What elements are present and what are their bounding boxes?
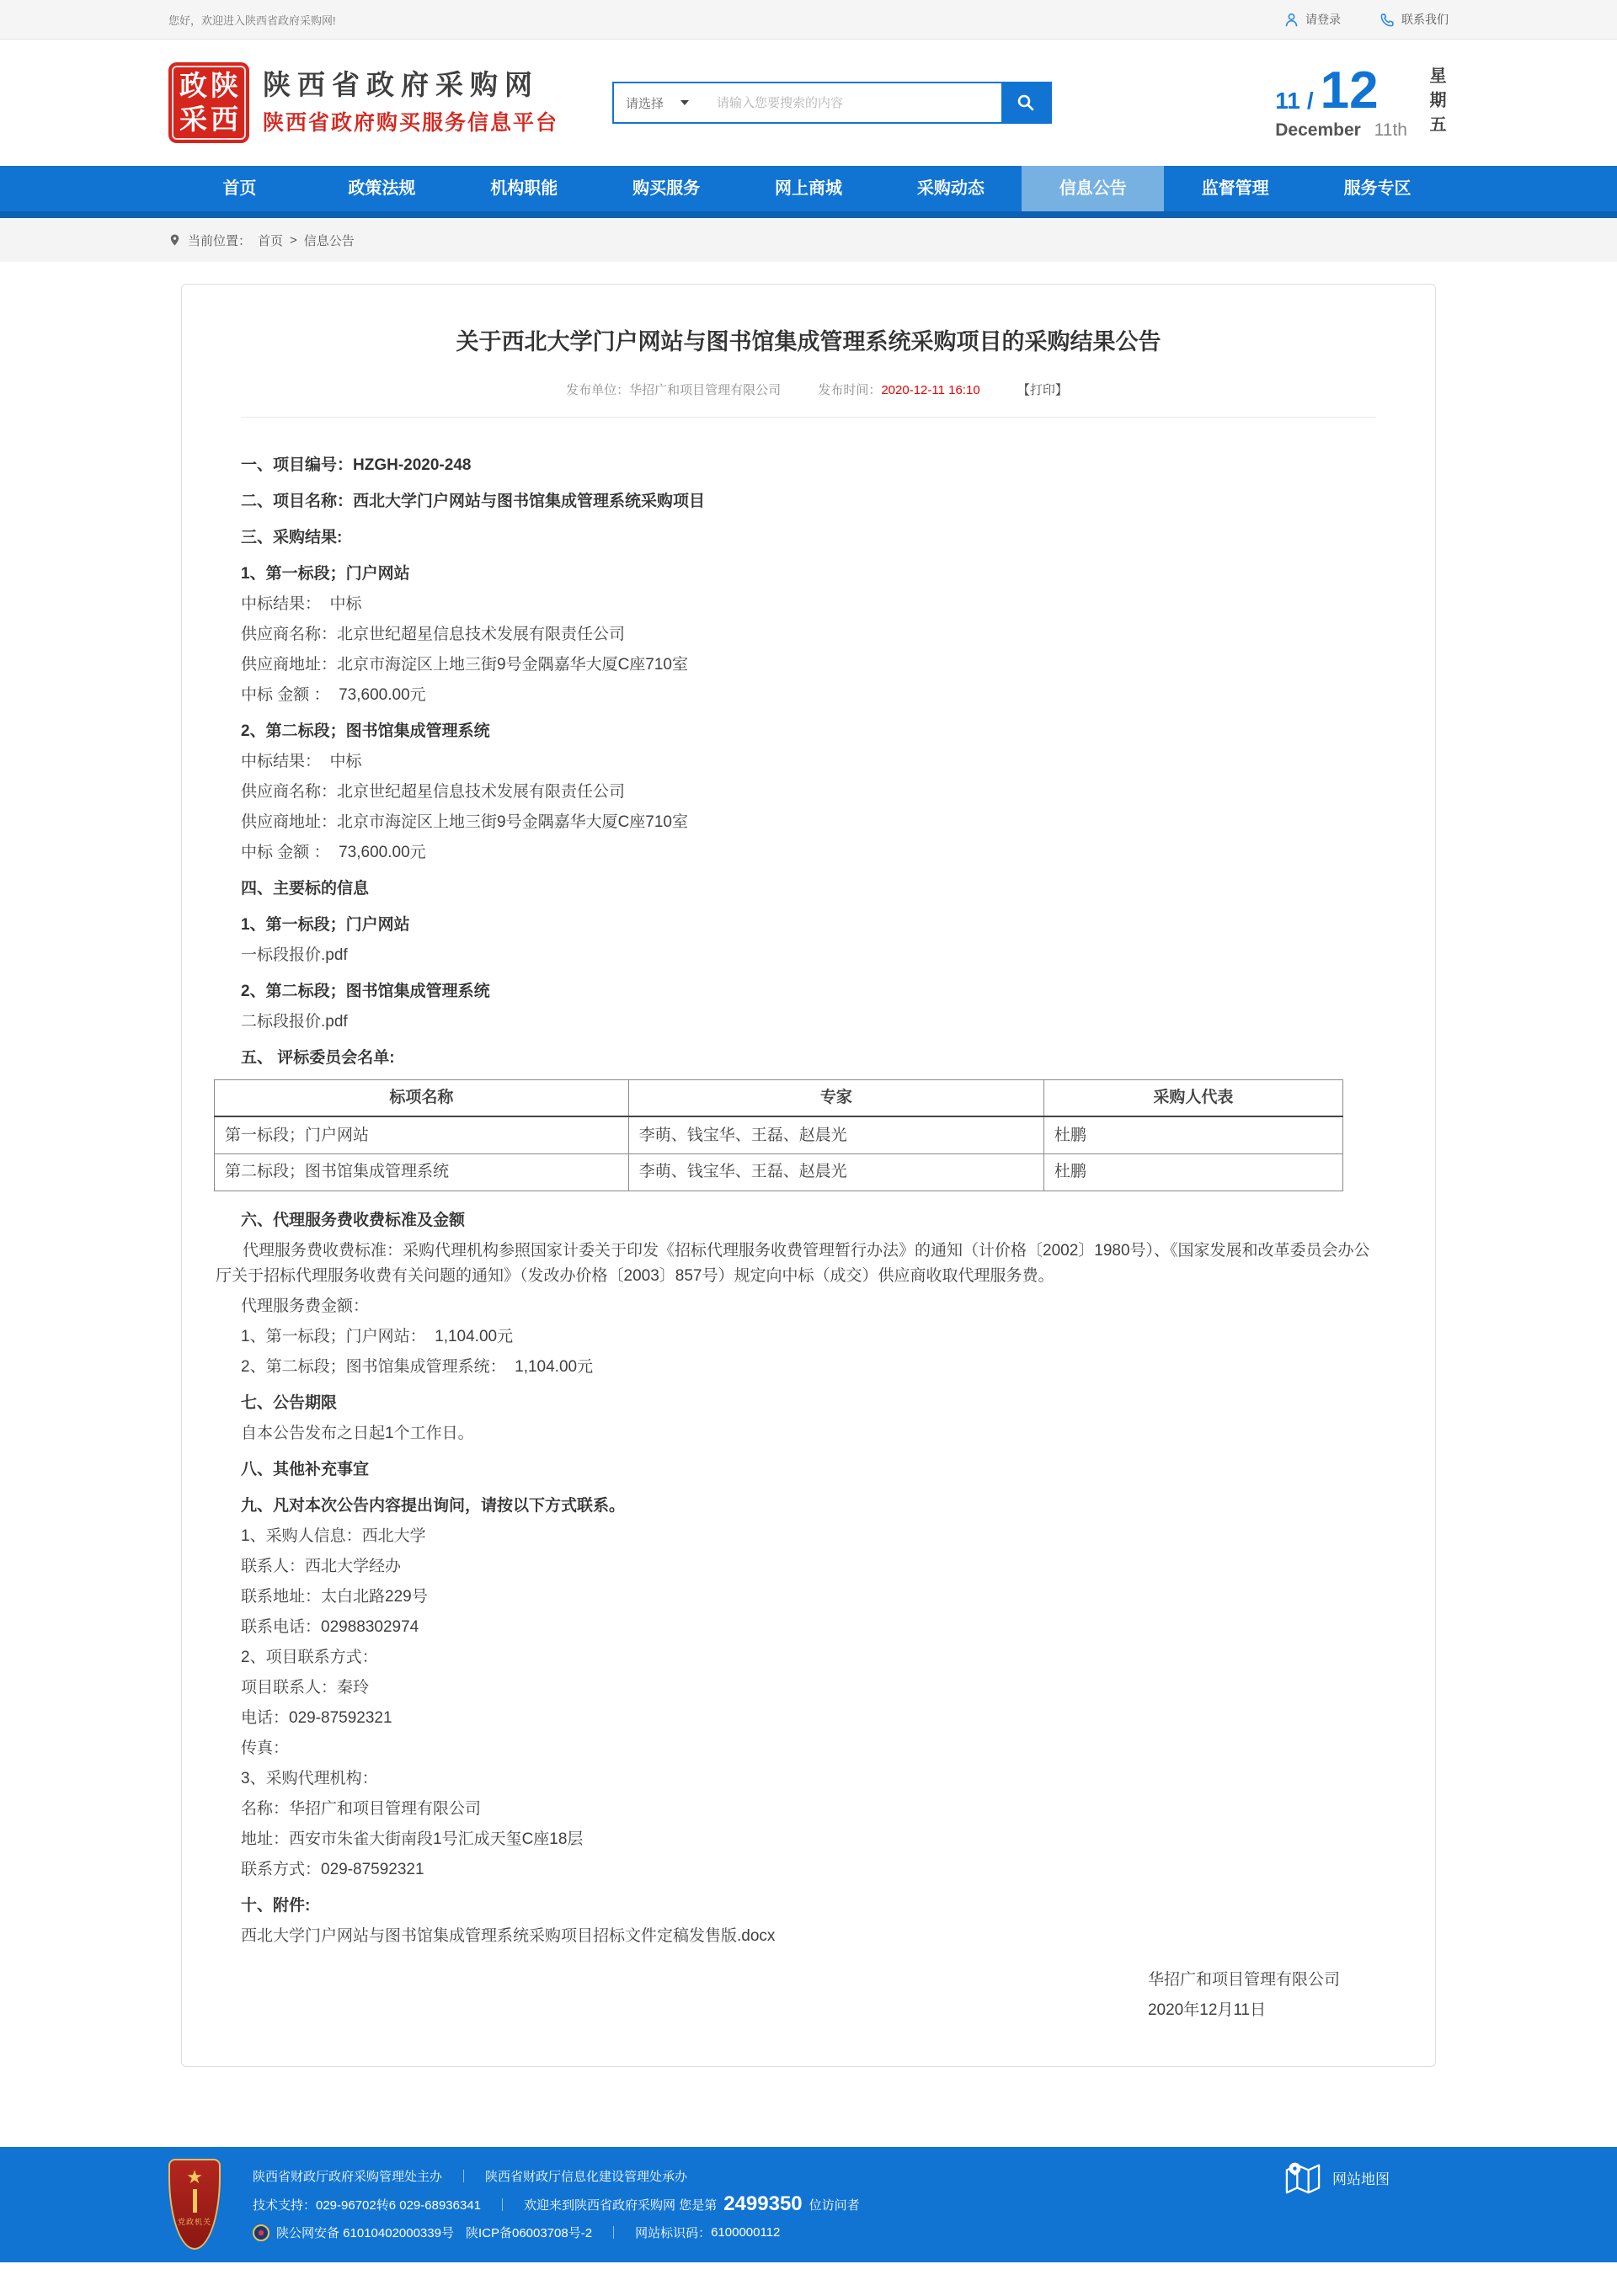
date-day: 11 [1275,88,1300,114]
publish-time-label: 发布时间： [818,382,882,397]
article-paragraph: 五、 评标委员会名单: [241,1048,395,1067]
article-paragraph: 联系地址：太白北路229号 [241,1587,428,1606]
article-paragraph: 代理服务费金额： [241,1297,370,1315]
publish-time-group [818,383,984,397]
nav-item-online-mall[interactable]: 网上商城 [775,179,842,198]
site-code-label: 网站标识码： [635,2226,712,2241]
site-name: 陕西省政府采购网 [263,69,539,101]
login-link[interactable] [1283,11,1341,28]
article-paragraph: 联系电话：02988302974 [241,1617,419,1636]
article-paragraph: 四、主要标的信息 [241,879,370,898]
date-widget [1275,61,1449,141]
date-month: 12 [1320,61,1379,120]
contact-label: 联系我们 [1401,13,1449,26]
signature-block [241,1968,1376,2028]
footer-line-2: 技术支持：029-96702转6 029-68936341 ｜ 欢迎来到陕西省政府采购网 您是第 2499350 位访问者 [253,2192,860,2216]
emblem-star-icon: ★ [186,2166,203,2188]
footer-co-organizer: 陕西省财政厅信息化建设管理处承办 [485,2170,688,2185]
article-paragraph: 2、项目联系方式： [241,1648,378,1666]
date-numbers [1275,61,1407,120]
user-icon [1283,12,1299,28]
publisher-group [566,383,784,397]
icp-record-link[interactable]: 陕ICP备06003708号-2 [465,2226,593,2241]
topbar-actions [1283,11,1449,28]
table-header-cell: 专家 [628,1079,1043,1116]
article-paragraph[interactable]: 二标段报价.pdf [241,1012,348,1031]
article-paragraph: 3、采购代理机构： [241,1769,378,1787]
article-paragraph: 一、项目编号：HZGH-2020-248 [241,455,472,474]
page-title: 关于西北大学门户网站与图书馆集成管理系统采购项目的采购结果公告 [456,329,1161,354]
logo-text-row2: 采西 [179,104,242,135]
evaluation-committee-table [214,1079,1343,1191]
table-header-cell: 采购人代表 [1043,1079,1342,1116]
chevron-down-icon [680,100,689,105]
article-body [216,453,1376,2028]
search-category-select[interactable] [614,83,708,122]
sitemap-label: 网站地图 [1332,2171,1390,2188]
nav-item-policy[interactable]: 政策法规 [348,179,416,198]
article-paragraph: 名称：华招广和项目管理有限公司 [241,1799,482,1818]
sitemap-link[interactable] [1283,2160,1390,2196]
article-meta [241,381,1376,418]
article-paragraph: 七、公告期限 [241,1393,338,1412]
article-paragraph: 传真： [241,1739,290,1757]
nav-item-purchase-services[interactable]: 购买服务 [632,179,701,198]
article-paragraph: 2、第二标段；图书馆集成管理系统 [241,982,490,1000]
search-box [612,82,1052,124]
footer-line-3: 陕公网安备 61010402000339号 陕ICP备06003708号-2 ｜ 网站标识码： 6100000112 [253,2224,860,2241]
table-cell-section: 第二标段；图书馆集成管理系统 [215,1153,629,1191]
table-cell-purchaser-rep: 杜鹏 [1043,1116,1342,1153]
article-paragraph: 1、采购人信息：西北大学 [241,1526,426,1545]
nav-item-supervision[interactable]: 监督管理 [1201,179,1269,198]
article-paragraph: 电话：029-87592321 [241,1708,392,1727]
article-paragraph: 六、代理服务费收费标准及金额 [241,1211,466,1229]
footer-visitor-prefix: 欢迎来到陕西省政府采购网 您是第 [524,2197,718,2213]
article-paragraph: 联系方式：029-87592321 [241,1860,424,1878]
article-paragraph: 联系人：西北大学经办 [241,1557,402,1575]
article-paragraph: 八、其他补充事宜 [241,1460,370,1478]
location-pin-icon [168,232,181,248]
signature-company: 华招广和项目管理有限公司 [1147,1970,1340,1989]
footer [0,2147,1617,2262]
site-subtitle: 陕西省政府购买服务信息平台 [263,110,559,135]
print-button[interactable]: 【打印】 [1017,382,1068,397]
date-day-en: 11th [1374,120,1407,140]
article-paragraph: 项目联系人：秦玲 [241,1678,370,1697]
site-header [0,40,1617,166]
table-row [215,1153,1343,1191]
table-header-cell: 标项名称 [215,1079,629,1116]
security-record-link[interactable]: 陕公网安备 61010402000339号 [276,2226,454,2241]
publisher-label: 发布单位： [566,382,630,397]
party-gov-emblem-icon [168,2159,221,2250]
footer-visitor-suffix: 位访问者 [808,2197,860,2213]
date-english [1275,120,1407,141]
date-slash: / [1306,88,1314,114]
article-paragraph: 1、第一标段；门户网站 [241,564,410,583]
article-paragraph: 中标 金额 ： 73,600.00元 [241,843,426,861]
article-paragraph: 供应商名称：北京世纪超星信息技术发展有限责任公司 [241,625,626,643]
search-category-label: 请选择 [626,96,664,111]
breadcrumb-home-link[interactable]: 首页 [258,233,284,248]
article-paragraph: 十、附件: [241,1896,311,1915]
signature-date: 2020年12月11日 [1147,2000,1267,2019]
table-row [215,1116,1343,1153]
search-button[interactable] [1001,83,1050,122]
login-label: 请登录 [1305,13,1341,26]
date-month-en: December [1275,120,1361,140]
article-paragraph: 自本公告发布之日起1个工作日。 [241,1424,474,1442]
logo-text-row1: 政陕 [179,70,242,101]
article-paragraph[interactable]: 一标段报价.pdf [241,946,348,964]
visitor-count: 2499350 [723,2192,803,2216]
article-paragraph: 供应商名称：北京世纪超星信息技术发展有限责任公司 [241,782,626,801]
publisher-value: 华招广和项目管理有限公司 [629,382,782,397]
article-paragraph: 1、第一标段；门户网站： 1,104.00元 [241,1327,514,1345]
table-cell-purchaser-rep: 杜鹏 [1043,1153,1342,1191]
article-paragraph: 中标结果： 中标 [241,594,362,613]
breadcrumb-separator: > [290,232,297,248]
article-paragraph: 2、第二标段；图书馆集成管理系统 [241,722,490,740]
article-paragraph: 代理服务费收费标准：采购代理机构参照国家计委关于印发《招标代理服务收费管理暂行办法》的通知（计价格〔2002〕1980号）、《国家发展和改革委员会办公厅关于招标代理服务收费有关问题的通知》（发改办价格〔2003〕857号）规定向中标（成交）供应商收取代理服务费。 [216,1241,1370,1285]
article-paragraph[interactable]: 西北大学门户网站与图书馆集成管理系统采购项目招标文件定稿发售版.docx [241,1926,776,1945]
nav-item-service-zone[interactable]: 服务专区 [1343,179,1412,198]
article-paragraph: 三、采购结果: [241,528,343,546]
article-paragraph: 地址：西安市朱雀大街南段1号汇成天玺C座18层 [241,1830,584,1848]
map-icon [1283,2160,1322,2196]
site-logo[interactable] [168,62,249,143]
search-input[interactable] [708,83,1001,122]
article-paragraph: 2、第二标段；图书馆集成管理系统： 1,104.00元 [241,1357,594,1376]
emblem-rod [193,2189,197,2213]
site-code-value: 6100000112 [711,2225,781,2240]
search-icon [1016,93,1036,113]
announcement-card [181,284,1436,2067]
footer-line-1: 陕西省财政厅政府采购管理处主办 ｜ 陕西省财政厅信息化建设管理处承办 [253,2167,860,2185]
nav-item-announcements[interactable]: 信息公告 [1022,166,1164,211]
article-paragraph: 二、项目名称：西北大学门户网站与图书馆集成管理系统采购项目 [241,492,706,510]
article-paragraph: 中标结果： 中标 [241,752,362,770]
publish-time-value: 2020-12-11 16:10 [881,382,980,397]
breadcrumb-current[interactable]: 信息公告 [303,233,355,248]
table-cell-experts: 李萌、钱宝华、王磊、赵晨光 [628,1116,1043,1153]
nav-item-functions[interactable]: 机构职能 [490,179,558,198]
emblem-label: 党政机关 [177,2218,211,2227]
police-badge-icon [253,2224,270,2241]
main-nav [0,166,1617,218]
topbar [0,0,1617,40]
article-paragraph: 供应商地址：北京市海淀区上地三街9号金隅嘉华大厦C座710室 [241,812,688,831]
phone-icon [1380,12,1396,28]
article-paragraph: 九、凡对本次公告内容提出询问，请按以下方式联系。 [241,1496,626,1515]
weekday-label: 星期五 [1427,67,1445,140]
table-cell-section: 第一标段；门户网站 [215,1116,629,1153]
footer-text [253,2167,860,2241]
article-paragraph: 1、第一标段；门户网站 [241,915,410,934]
breadcrumb [0,218,1617,262]
article-paragraph: 中标 金额 ： 73,600.00元 [241,685,426,704]
site-titles [263,69,558,136]
breadcrumb-label: 当前位置： [188,233,252,248]
footer-tech-support: 技术支持：029-96702转6 029-68936341 [253,2197,482,2213]
table-cell-experts: 李萌、钱宝华、王磊、赵晨光 [628,1153,1043,1191]
nav-item-procurement-news[interactable]: 采购动态 [916,179,985,198]
article-paragraph: 供应商地址：北京市海淀区上地三街9号金隅嘉华大厦C座710室 [241,655,688,674]
footer-organizer: 陕西省财政厅政府采购管理处主办 [253,2170,443,2185]
welcome-text: 您好，欢迎进入陕西省政府采购网! [168,13,336,27]
contact-link[interactable] [1380,11,1449,28]
nav-item-home[interactable]: 首页 [222,179,257,198]
